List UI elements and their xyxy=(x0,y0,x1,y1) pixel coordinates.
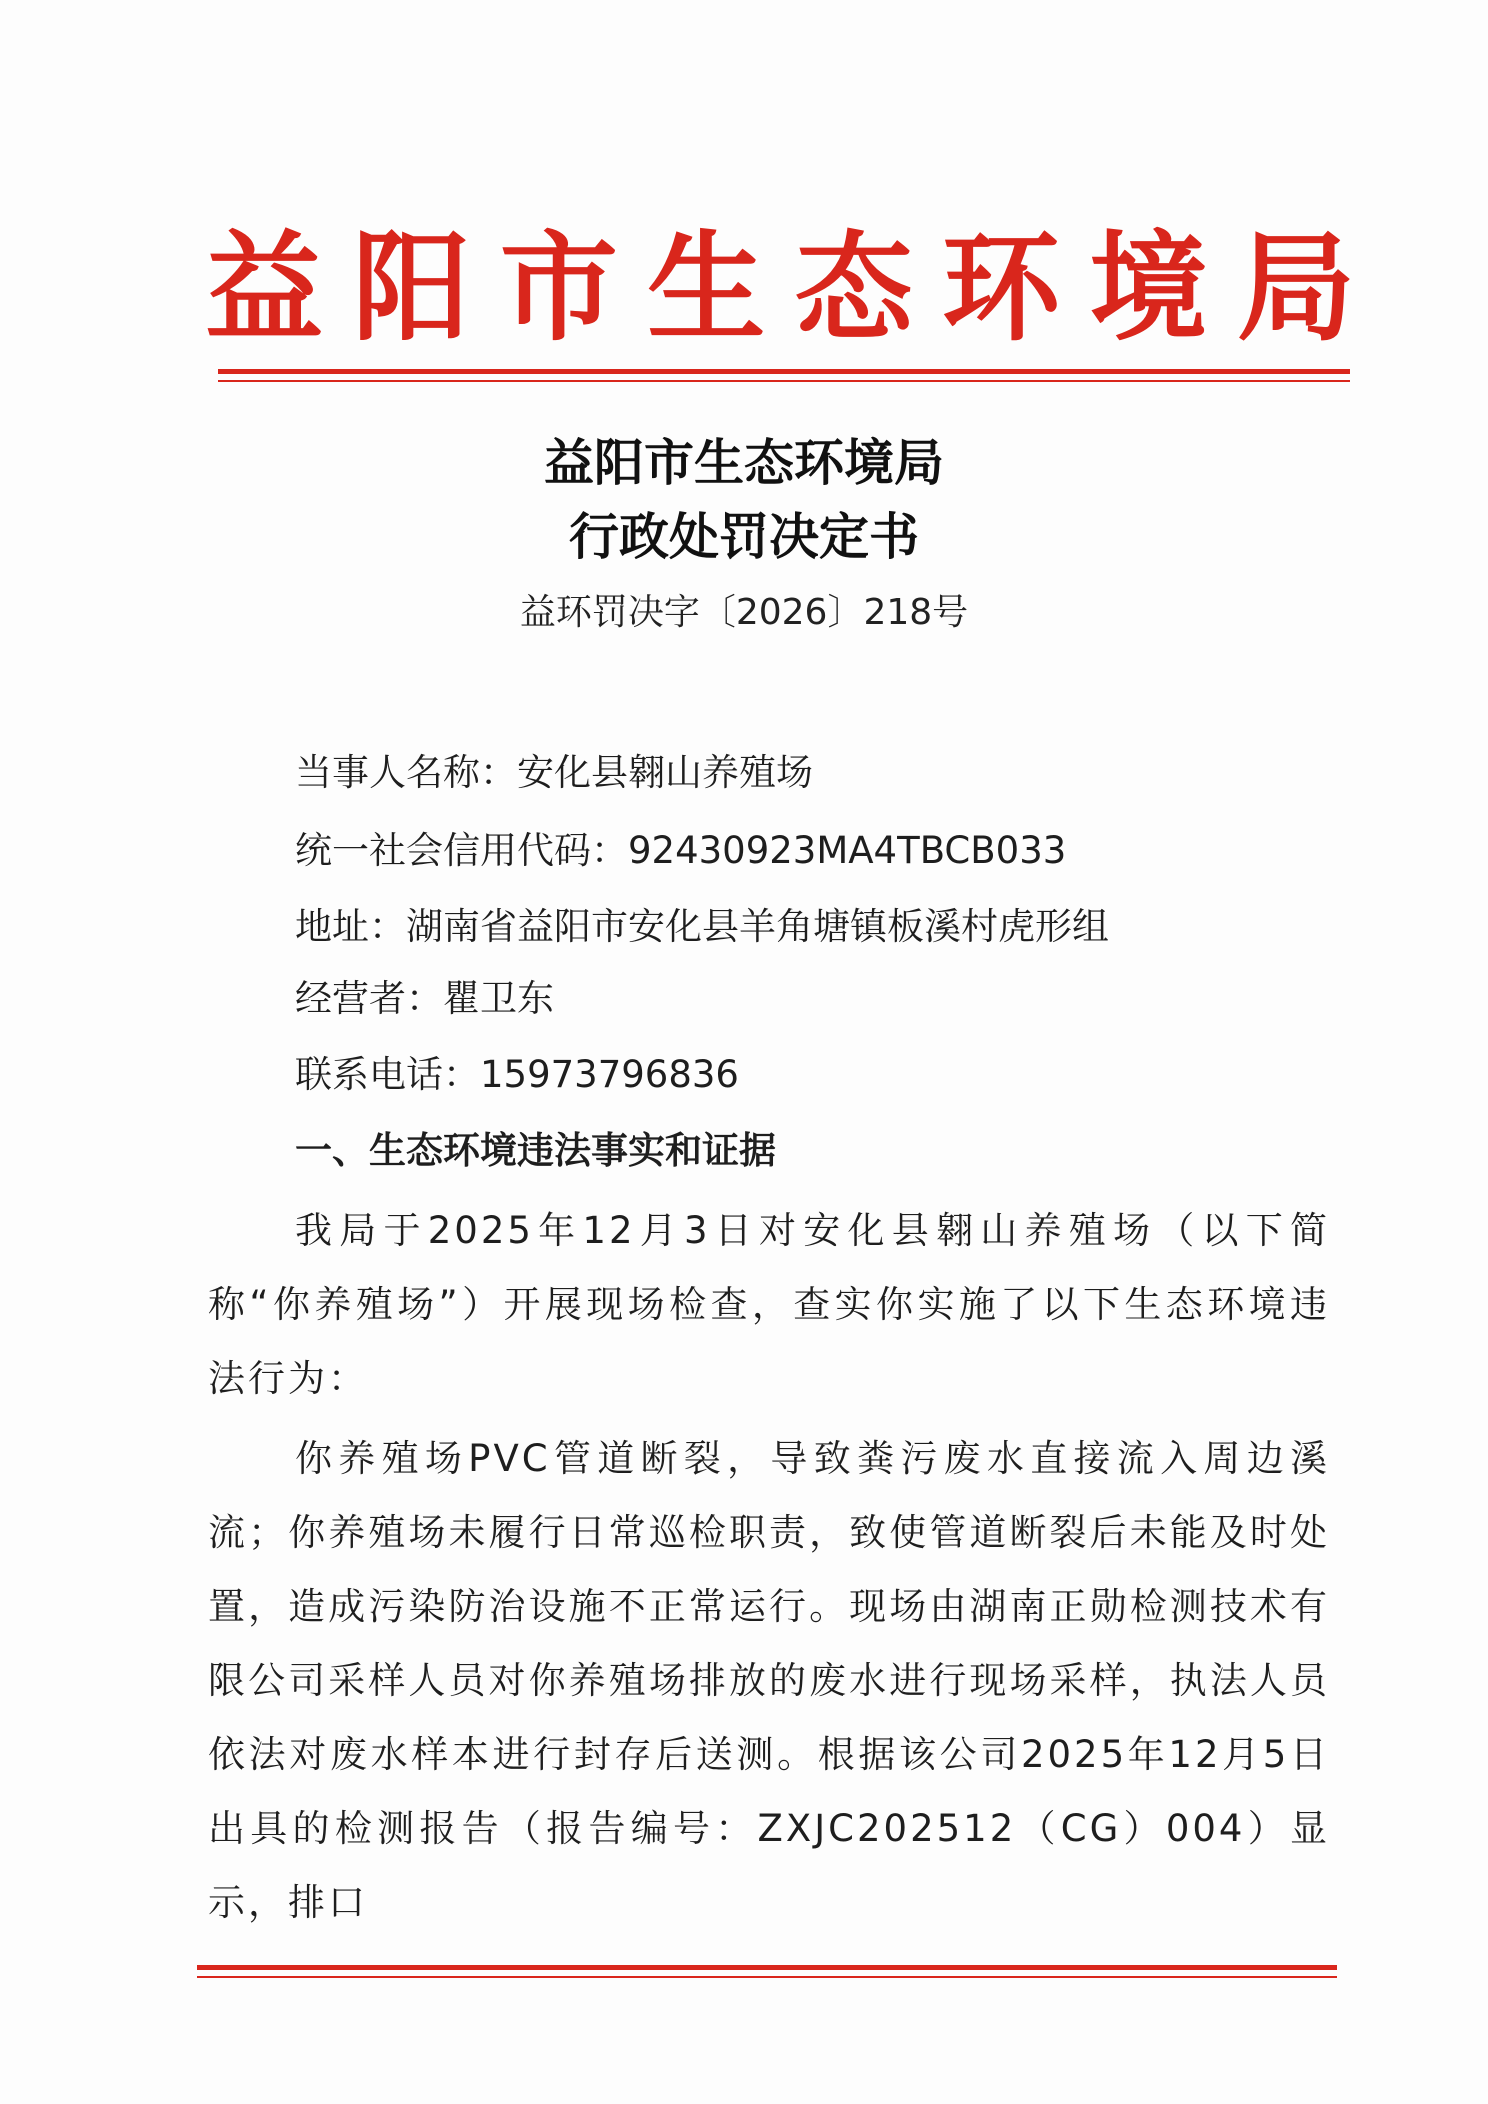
masthead-char: 环 xyxy=(942,218,1061,357)
party-address: 地址：湖南省益阳市安化县羊角塘镇板溪村虎形组 xyxy=(295,905,1109,948)
body-paragraph: 你养殖场PVC管道断裂，导致粪污废水直接流入周边溪流；你养殖场未履行日常巡检职责，致使管道断裂后未能及时处置，造成污染防治设施不正常运行。现场由湖南正勋检测技术有限公司采样人员对你养殖场排放的废水进行现场采样，执法人员依法对废水样本进行封存后送测。根据该公司2025年12月5日出具的检测报告（报告编号：ZXJC202512（CG）004）显示，排口 xyxy=(208,1437,1330,1924)
masthead-char: 态 xyxy=(794,218,913,357)
party-operator: 经营者：瞿卫东 xyxy=(295,977,554,1020)
masthead-char: 境 xyxy=(1089,218,1208,357)
agency-masthead xyxy=(205,218,1355,358)
masthead-char: 市 xyxy=(499,218,618,357)
footer-rule-thick xyxy=(197,1965,1337,1970)
document-title-type: 行政处罚决定书 xyxy=(569,507,919,566)
body-paragraph: 我局于2025年12月3日对安化县翱山养殖场（以下简称“你养殖场”）开展现场检查，查实你实施了以下生态环境违法行为： xyxy=(208,1209,1330,1400)
document-title-agency: 益阳市生态环境局 xyxy=(544,433,944,492)
party-phone: 联系电话：15973796836 xyxy=(295,1053,739,1096)
masthead-char: 生 xyxy=(647,218,766,357)
section-heading: 一、生态环境违法事实和证据 xyxy=(295,1129,776,1172)
masthead-rule-thin xyxy=(218,380,1350,382)
footer-rule-thin xyxy=(197,1976,1337,1978)
document-number: 益环罚决字〔2026〕218号 xyxy=(519,592,969,633)
masthead-char: 局 xyxy=(1236,218,1355,357)
masthead-char: 益 xyxy=(205,218,324,357)
masthead-rule-thick xyxy=(218,369,1350,374)
party-credit-code: 统一社会信用代码：92430923MA4TBCB033 xyxy=(295,829,1067,872)
masthead-char: 阳 xyxy=(352,218,471,357)
party-name: 当事人名称：安化县翱山养殖场 xyxy=(295,751,813,794)
